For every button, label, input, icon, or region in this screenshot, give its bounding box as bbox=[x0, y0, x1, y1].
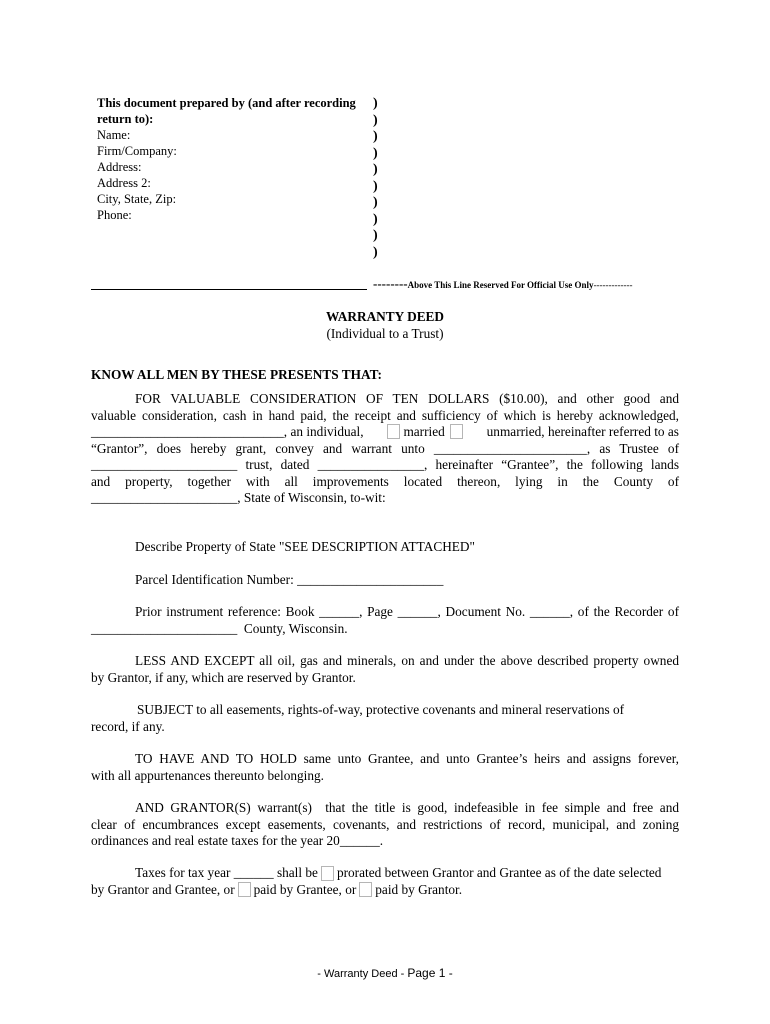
prorated-label: prorated between Grantor and Grantee as of the date selected bbox=[336, 865, 662, 880]
tohave-line-1: TO HAVE AND TO HOLD same unto Grantee, and unto Grantee’s heirs and assigns forever, bbox=[135, 751, 679, 766]
grantor-line-3: ordinances and real estate taxes for the year 20______. bbox=[91, 833, 384, 848]
taxes-year-text: Taxes for tax year ______ shall be bbox=[135, 865, 318, 880]
paren: ) bbox=[373, 129, 378, 144]
p1-line-7: ______________________, State of Wisconsin, to-wit: bbox=[91, 490, 386, 505]
prepared-by-heading bbox=[97, 95, 367, 127]
taxes-line-1 bbox=[91, 865, 679, 882]
p1-line-2: valuable consideration, cash in hand paid, the receipt and sufficiency of which is hereby acknowledged, bbox=[91, 407, 679, 423]
recording-divider-line bbox=[91, 289, 367, 290]
paid-by-grantor-checkbox[interactable] bbox=[359, 882, 372, 897]
official-use-line bbox=[373, 276, 633, 294]
footer-doc-name: - Warranty Deed - bbox=[317, 968, 408, 980]
married-label: married bbox=[403, 424, 445, 439]
paren: ) bbox=[373, 228, 378, 243]
grantor-line-1: AND GRANTOR(S) warrant(s) that the title is good, indefeasible in fee simple and free and bbox=[135, 800, 679, 815]
married-checkbox[interactable] bbox=[387, 424, 400, 439]
prepared-by-line-1: This document prepared by (and after recording bbox=[97, 96, 356, 110]
p1-line-4: “Grantor”, does hereby grant, convey and warrant unto _______________________, as Trustee of bbox=[91, 440, 679, 456]
paren: ) bbox=[373, 211, 378, 227]
less-line-2: by Grantor, if any, which are reserved by Grantor. bbox=[91, 669, 356, 685]
paren: ) bbox=[373, 195, 378, 210]
know-all-heading: KNOW ALL MEN BY THESE PRESENTS THAT: bbox=[91, 367, 382, 382]
page-footer bbox=[0, 965, 770, 983]
paren: ) bbox=[373, 96, 378, 111]
p1-line-1: FOR VALUABLE CONSIDERATION OF TEN DOLLARS ($10.00), and other good and bbox=[135, 391, 679, 406]
unmarried-label: unmarried, hereinafter referred to as bbox=[486, 424, 679, 439]
contact-fields bbox=[97, 127, 177, 223]
tohave-line-2: with all appurtenances thereunto belonging. bbox=[91, 767, 324, 783]
paid-by-grantor-label: paid by Grantor. bbox=[375, 881, 463, 897]
subject-to-paragraph bbox=[91, 702, 679, 735]
p1-line-6: and property, together with all improvements located thereon, lying in the County of bbox=[91, 473, 679, 489]
field-address2-label: Address 2: bbox=[97, 176, 151, 190]
less-and-except-paragraph bbox=[91, 653, 679, 686]
paren: ) bbox=[373, 178, 378, 194]
official-use-dashes-left: -------- bbox=[373, 276, 408, 291]
paren: ) bbox=[373, 162, 378, 177]
paid-by-grantee-label: paid by Grantee, or bbox=[253, 881, 357, 897]
marital-status-group bbox=[384, 424, 465, 441]
official-use-dashes-right: ------------- bbox=[593, 280, 633, 290]
unmarried-checkbox[interactable] bbox=[450, 424, 463, 439]
grantor-line-2: clear of encumbrances except easements, covenants, and restrictions of record, municipal, and zoning bbox=[91, 816, 679, 832]
field-firm-label: Firm/Company: bbox=[97, 144, 177, 158]
subject-line-1: SUBJECT to all easements, rights-of-way, protective covenants and mineral reservations of bbox=[137, 702, 625, 717]
paren: ) bbox=[373, 112, 378, 128]
consideration-paragraph bbox=[91, 391, 679, 507]
less-line-1: LESS AND EXCEPT all oil, gas and minerals, on and under the above described property owned bbox=[135, 653, 679, 668]
paren-column bbox=[373, 96, 378, 261]
prepared-by-line-2: return to): bbox=[97, 112, 154, 126]
by-grantor-grantee-text: by Grantor and Grantee, or bbox=[91, 881, 235, 897]
grantor-warrants-paragraph bbox=[91, 800, 679, 850]
prior-line-1: Prior instrument reference: Book ______, Page ______, Document No. ______, of the Recorder of bbox=[135, 604, 679, 619]
parcel-id-line: Parcel Identification Number: ______________________ bbox=[135, 572, 444, 587]
field-name-label: Name: bbox=[97, 128, 131, 142]
taxes-line-2 bbox=[91, 882, 679, 899]
subject-line-2: record, if any. bbox=[91, 718, 165, 734]
footer-page-number: Page 1 - bbox=[407, 966, 453, 980]
document-title: WARRANTY DEED bbox=[325, 309, 445, 324]
prior-line-2: ______________________ County, Wisconsin. bbox=[91, 620, 348, 636]
official-use-text: Above This Line Reserved For Official Use Only bbox=[407, 280, 594, 290]
paren: ) bbox=[373, 244, 378, 260]
paid-by-grantee-checkbox[interactable] bbox=[238, 882, 251, 897]
to-have-and-hold-paragraph bbox=[91, 751, 679, 784]
describe-property-line: Describe Property of State "SEE DESCRIPTION ATTACHED" bbox=[135, 539, 475, 554]
taxes-paragraph bbox=[91, 865, 679, 898]
p1-line-5: ______________________ trust, dated ________________, hereinafter “Grantee”, the following lands bbox=[91, 457, 679, 472]
paren: ) bbox=[373, 145, 378, 161]
p1-line-3 bbox=[91, 424, 679, 441]
prior-instrument-paragraph bbox=[91, 604, 679, 637]
field-city-state-zip-label: City, State, Zip: bbox=[97, 192, 177, 206]
field-phone-label: Phone: bbox=[97, 208, 132, 222]
prorated-checkbox[interactable] bbox=[321, 866, 334, 881]
field-address-label: Address: bbox=[97, 160, 142, 174]
document-subtitle: (Individual to a Trust) bbox=[326, 326, 444, 341]
grantor-name-blank: _____________________________, an individual, bbox=[91, 424, 364, 439]
